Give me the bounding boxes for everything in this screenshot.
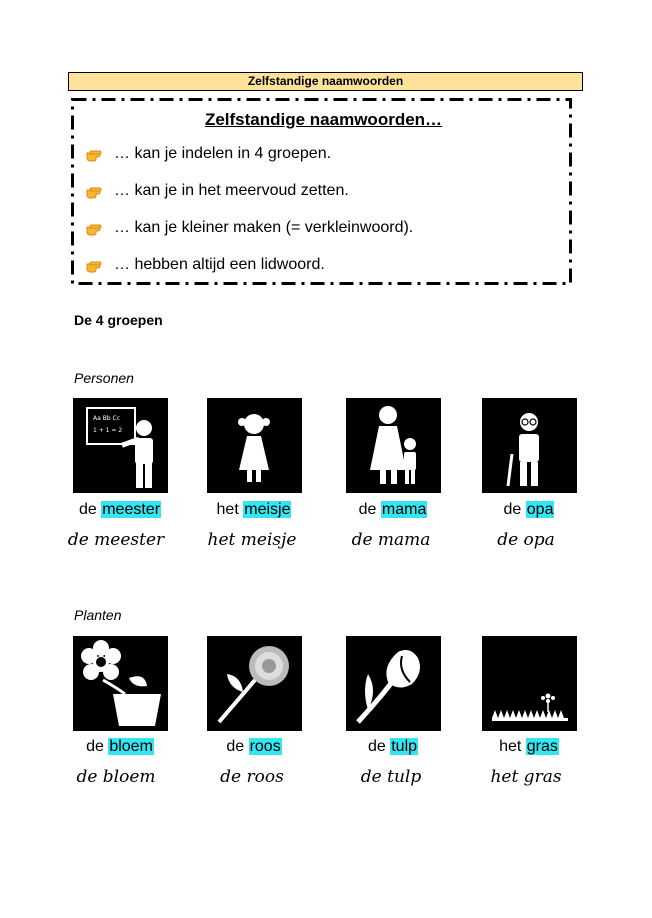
info-bullet (86, 256, 325, 274)
mother-icon (346, 398, 441, 493)
cursive-word: het gras (490, 767, 562, 787)
cursive-word: de opa (497, 530, 555, 550)
cursive-word: de meester (67, 530, 165, 550)
section-heading: De 4 groepen (74, 312, 163, 328)
bullet-text: … hebben altijd een lidwoord. (114, 256, 325, 273)
worksheet-title: Zelfstandige naamwoorden (68, 72, 583, 91)
pointing-hand-icon (86, 146, 106, 162)
group-label-planten: Planten (74, 607, 122, 623)
cursive-word: de bloem (76, 767, 156, 787)
bullet-text: … kan je indelen in 4 groepen. (114, 145, 332, 162)
noun-label: het gras (499, 738, 558, 755)
cursive-word: het meisje (207, 530, 297, 550)
noun-label: de bloem (86, 738, 153, 755)
cursive-word: de mama (351, 530, 431, 550)
girl-icon (207, 398, 302, 493)
noun-label: de roos (226, 738, 281, 755)
info-box (74, 101, 573, 286)
flower-pot-icon (73, 636, 168, 731)
teacher-icon (73, 398, 168, 493)
noun-label: de mama (358, 501, 427, 518)
tulip-icon (346, 636, 441, 731)
noun-label: het meisje (216, 501, 291, 518)
group-label-personen: Personen (74, 370, 134, 386)
bullet-text: … kan je kleiner maken (= verkleinwoord). (114, 219, 414, 236)
cursive-word: de roos (220, 767, 284, 787)
svg-text:1 + 1 = 2: 1 + 1 = 2 (93, 427, 123, 434)
info-bullet (86, 182, 349, 200)
grandfather-icon (482, 398, 577, 493)
noun-label: de meester (78, 501, 161, 518)
cursive-word: de tulp (360, 767, 422, 787)
info-bullet (86, 219, 413, 237)
info-title: Zelfstandige naamwoorden… (204, 110, 443, 129)
bullet-text: … kan je in het meervoud zetten. (114, 182, 349, 199)
svg-text:Aa Bb Cc: Aa Bb Cc (93, 415, 121, 422)
pointing-hand-icon (86, 220, 106, 236)
pointing-hand-icon (86, 257, 106, 273)
noun-label: de tulp (367, 738, 418, 755)
pointing-hand-icon (86, 183, 106, 199)
info-bullet (86, 145, 331, 163)
grass-icon (482, 636, 577, 731)
noun-label: de opa (503, 501, 554, 518)
rose-icon (207, 636, 302, 731)
